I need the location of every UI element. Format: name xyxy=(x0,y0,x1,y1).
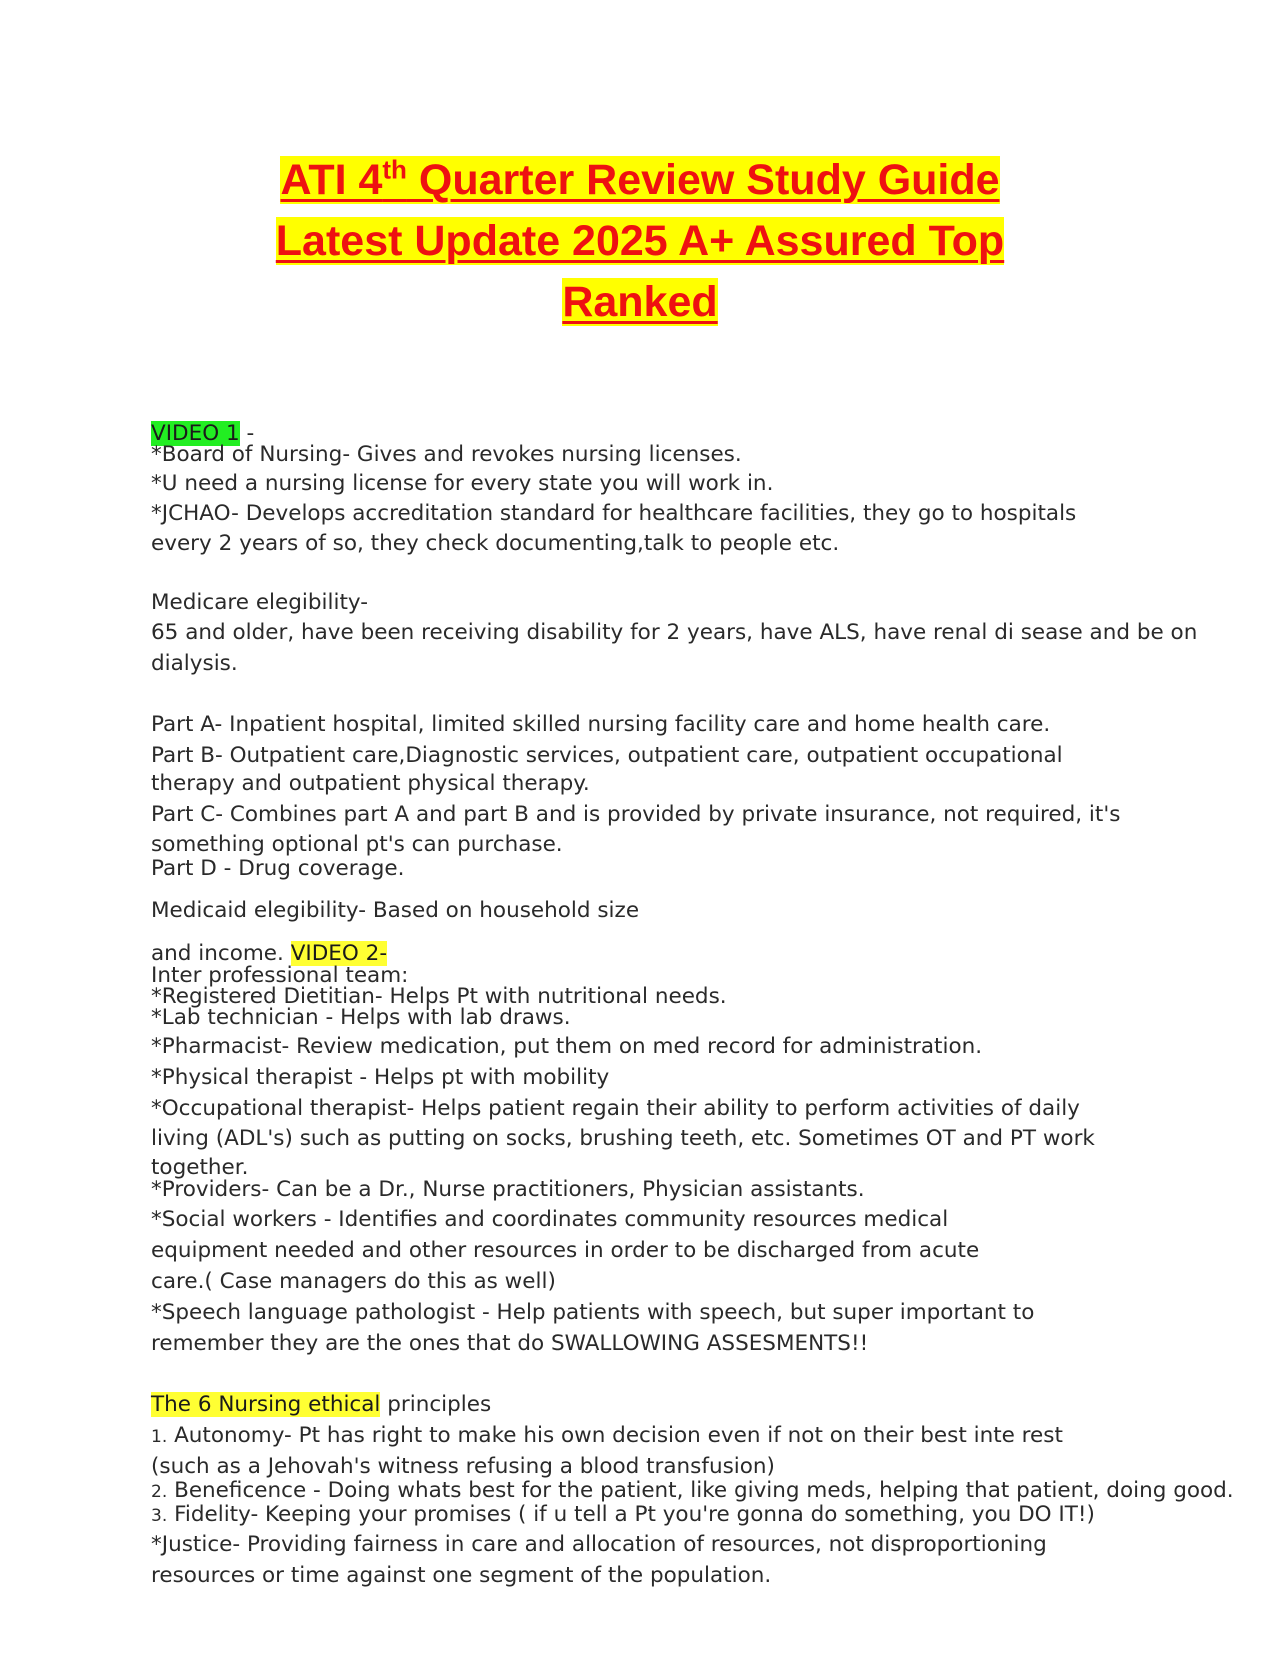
text-line: *Pharmacist- Review medication, put them on med record for administration. xyxy=(151,1034,983,1059)
text-line: *U need a nursing license for every state you will work in. xyxy=(151,471,774,496)
list-text: Autonomy- Pt has right to make his own decision even if not on their best inte rest xyxy=(167,1423,1063,1448)
video1-heading: VIDEO 1 xyxy=(151,421,240,446)
text-line: therapy and outpatient physical therapy. xyxy=(151,771,590,796)
title-superscript: th xyxy=(382,154,407,185)
list-text: resources or time against one segment of the population. xyxy=(151,1563,772,1588)
text-line: *Providers- Can be a Dr., Nurse practitioners, Physician assistants. xyxy=(151,1177,865,1202)
title-line-2: Latest Update 2025 A+ Assured Top xyxy=(275,217,1005,265)
ethics-heading-rest: principles xyxy=(380,1392,492,1417)
ethics-heading-highlight: The 6 Nursing ethical xyxy=(151,1392,381,1417)
title-text: Quarter Review Study Guide xyxy=(406,156,1000,204)
text-line: Part A- Inpatient hospital, limited skilled nursing facility care and home health care. xyxy=(151,712,1051,737)
list-number: 3. xyxy=(151,1506,168,1526)
title-text: ATI 4 xyxy=(280,156,383,204)
ethics-item xyxy=(151,1531,1047,1559)
text-line: Part B- Outpatient care,Diagnostic services, outpatient care, outpatient occupational xyxy=(151,743,1063,768)
text-line: every 2 years of so, they check documenting,talk to people etc. xyxy=(151,531,840,556)
video1-dash: - xyxy=(239,421,255,446)
text-line: care.( Case managers do this as well) xyxy=(151,1269,556,1294)
list-number: 1. xyxy=(151,1427,168,1447)
text-line: *Social workers - Identifies and coordinates community resources medical xyxy=(151,1207,949,1232)
title-line-3: Ranked xyxy=(562,278,718,326)
list-text: Fidelity- Keeping your promises ( if u tell a Pt you're gonna do something, you DO IT!) xyxy=(167,1502,1095,1527)
text-line: *Lab technician - Helps with lab draws. xyxy=(151,1005,571,1030)
text-line: *Physical therapist - Helps pt with mobility xyxy=(151,1065,610,1090)
list-number: 2. xyxy=(151,1482,168,1502)
list-text: Beneficence - Doing whats best for the patient, like giving meds, helping that patient, doing good. xyxy=(167,1478,1234,1503)
text-line: remember they are the ones that do SWALLOWING ASSESMENTS!! xyxy=(151,1331,869,1356)
list-text: (such as a Jehovah's witness refusing a blood transfusion) xyxy=(151,1454,775,1479)
text-line: *Registered Dietitian- Helps Pt with nutritional needs. xyxy=(151,984,727,1009)
list-text: *Justice- Providing fairness in care and allocation of resources, not disproportioning xyxy=(151,1532,1047,1557)
text-line: *Board of Nursing- Gives and revokes nursing licenses. xyxy=(151,442,742,467)
text-line: 65 and older, have been receiving disability for 2 years, have ALS, have renal di sease and be on xyxy=(151,620,1198,645)
text-line: Part D - Drug coverage. xyxy=(151,856,405,881)
document-title xyxy=(200,150,1080,333)
text-line: *Speech language pathologist - Help patients with speech, but super important to xyxy=(151,1300,1035,1325)
text-line: equipment needed and other resources in order to be discharged from acute xyxy=(151,1238,980,1263)
text-line: and income. xyxy=(151,941,291,966)
ethics-item xyxy=(151,1501,1095,1530)
text-line: together. xyxy=(151,1155,249,1180)
ethics-item xyxy=(151,1422,1063,1451)
text-line: Medicaid elegibility- Based on household size xyxy=(151,898,640,923)
text-line: something optional pt's can purchase. xyxy=(151,832,563,857)
text-line: Part C- Combines part A and part B and is provided by private insurance, not required, it's xyxy=(151,802,1121,827)
text-line: Inter professional team: xyxy=(151,963,409,988)
text-line: dialysis. xyxy=(151,651,238,676)
ethics-item xyxy=(151,1562,771,1590)
text-line: *JCHAO- Develops accreditation standard for healthcare facilities, they go to hospitals xyxy=(151,501,1077,526)
ethics-heading xyxy=(151,1391,491,1419)
video2-heading: VIDEO 2- xyxy=(290,941,388,966)
title-line-1 xyxy=(280,156,999,204)
medicare-heading: Medicare elegibility- xyxy=(151,590,368,615)
text-line: *Occupational therapist- Helps patient regain their ability to perform activities of daily xyxy=(151,1096,1080,1121)
text-line: living (ADL's) such as putting on socks, brushing teeth, etc. Sometimes OT and PT work xyxy=(151,1126,1095,1151)
